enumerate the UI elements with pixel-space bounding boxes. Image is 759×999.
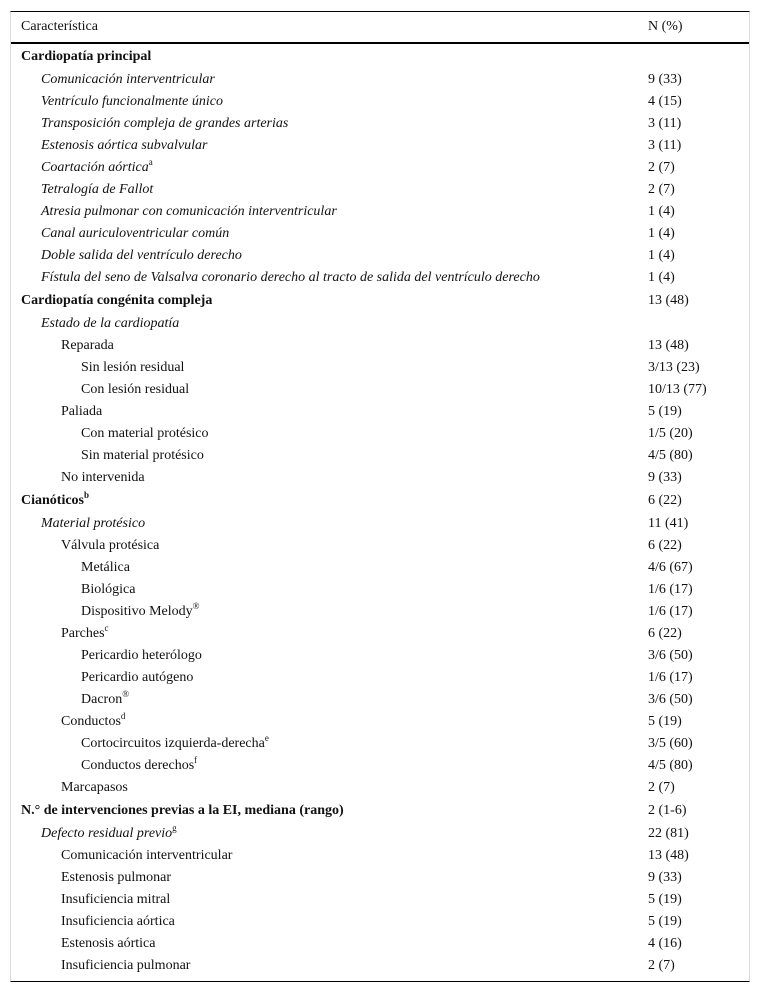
row-value: 6 (22) [648,626,682,641]
footnote-marker: e [264,733,269,743]
row-label-text: Dispositivo Melody [81,604,193,619]
row-value: 3/6 (50) [648,692,693,707]
table-row [11,623,749,645]
row-label-text: Válvula protésica [61,538,160,553]
row-value: 13 (48) [648,293,689,308]
row-value: 13 (48) [648,848,689,863]
row-label [21,49,151,65]
row-label [61,780,128,796]
header-characteristic: Característica [21,19,98,34]
table-row [11,867,749,889]
row-label [41,72,215,88]
table-row [11,535,749,557]
table-row [11,667,749,689]
table-row [11,379,749,401]
row-label-text: Marcapasos [61,780,128,795]
section-row [11,799,749,823]
table-row [11,335,749,357]
row-label [61,470,145,486]
table-row [11,135,749,157]
row-label-text: Estado de la cardiopatía [41,316,180,331]
footnote-marker: g [172,823,177,833]
table-row [11,689,749,711]
row-label-text: Paliada [61,404,103,419]
row-label-text: Pericardio heterólogo [81,648,202,663]
row-label-text: Conductos derechos [81,758,195,773]
row-label-text: Defecto residual previo [41,826,173,841]
row-label-text: Ventrículo funcionalmente único [41,94,223,109]
table-row [11,889,749,911]
row-label-text: Insuficiencia mitral [61,892,171,907]
row-value: 2 (7) [648,958,675,973]
row-label-text: Sin lesión residual [81,360,185,375]
row-label [61,914,175,930]
row-label [81,448,204,464]
table-row [11,445,749,467]
row-label [21,293,212,309]
row-value: 1/6 (17) [648,604,693,619]
table-row [11,955,749,977]
row-label-text: Estenosis aórtica [61,936,156,951]
row-label [81,360,184,376]
row-label [41,270,540,286]
row-value: 6 (22) [648,493,682,508]
table-row [11,733,749,755]
table-row [11,313,749,335]
table-row [11,267,749,289]
footnote-marker: d [120,711,126,721]
row-label [61,958,190,974]
table-row [11,579,749,601]
row-value: 9 (33) [648,470,682,485]
row-value: 5 (19) [648,714,682,729]
row-label [81,582,135,598]
row-label [41,157,153,176]
table-row [11,933,749,955]
row-label-text: Metálica [81,560,130,575]
table-row [11,357,749,379]
row-label-text: Insuficiencia aórtica [61,914,175,929]
row-label-text: Cardiopatía principal [21,49,152,64]
row-value: 3 (11) [648,116,682,131]
row-label [41,516,145,532]
row-label-text: No intervenida [61,470,145,485]
header-n-pct: N (%) [648,19,683,34]
row-label [81,601,200,620]
row-value: 13 (48) [648,338,689,353]
row-label-text: Cianóticos [21,493,84,508]
row-label-text: Cardiopatía congénita compleja [21,293,213,308]
table-row [11,467,749,489]
row-value: 1 (4) [648,248,675,263]
row-value: 4/5 (80) [648,758,693,773]
row-label [61,711,126,730]
row-label-text: Biológica [81,582,136,597]
row-value: 3/5 (60) [648,736,693,751]
row-label-text: Parches [61,626,105,641]
footnote-marker: ® [122,689,130,699]
footnote-marker: ® [192,601,200,611]
row-label-text: Coartación aórtica [41,160,149,175]
row-label-text: Con lesión residual [81,382,190,397]
row-value: 4 (16) [648,936,682,951]
row-value: 22 (81) [648,826,689,841]
row-value: 4 (15) [648,94,682,109]
row-label [81,755,198,774]
row-value: 5 (19) [648,404,682,419]
row-label [21,490,90,509]
row-label [81,670,193,686]
row-value: 1 (4) [648,226,675,241]
section-row [11,489,749,513]
row-value: 4/5 (80) [648,448,693,463]
row-value: 1/6 (17) [648,582,693,597]
footnote-marker: c [104,623,109,633]
table-row [11,223,749,245]
row-label-text: Estenosis aórtica subvalvular [41,138,208,153]
table-row [11,557,749,579]
row-label-text: Atresia pulmonar con comunicación interventricular [41,204,337,219]
row-label [81,689,130,708]
table-row [11,823,749,845]
row-label-text: Sin material protésico [81,448,204,463]
row-label [21,803,344,819]
footnote-marker: f [194,755,198,765]
row-label [41,94,223,110]
row-label-text: Transposición compleja de grandes arterias [41,116,289,131]
row-label [41,182,153,198]
row-value: 3/6 (50) [648,648,693,663]
table-row [11,245,749,267]
row-value: 6 (22) [648,538,682,553]
table-row [11,69,749,91]
row-label-text: N.° de intervenciones previas a la EI, mediana (rango) [21,803,344,818]
table-row [11,423,749,445]
row-label-text: Comunicación interventricular [61,848,233,863]
table-row [11,401,749,423]
row-label [61,892,170,908]
row-label [41,226,229,242]
table-row [11,755,749,777]
row-label-text: Estenosis pulmonar [61,870,172,885]
row-label [61,870,171,886]
footnote-marker: a [148,157,153,167]
row-value: 2 (7) [648,182,675,197]
row-label [41,138,207,154]
row-label [41,248,242,264]
table-row [11,711,749,733]
row-value: 9 (33) [648,72,682,87]
row-label-text: Cortocircuitos izquierda-derecha [81,736,265,751]
row-value: 2 (7) [648,160,675,175]
row-value: 5 (19) [648,892,682,907]
row-value: 1 (4) [648,270,675,285]
row-value: 2 (7) [648,780,675,795]
footnote-marker: b [84,490,90,500]
table-row [11,113,749,135]
row-label [81,560,130,576]
table-row [11,777,749,799]
row-label [61,936,155,952]
row-label [41,204,337,220]
table-header [11,12,749,44]
row-label [61,404,102,420]
table-row [11,91,749,113]
row-value: 10/13 (77) [648,382,707,397]
row-value: 5 (19) [648,914,682,929]
row-value: 9 (33) [648,870,682,885]
table-row [11,201,749,223]
row-value: 1/6 (17) [648,670,693,685]
row-label [61,848,232,864]
row-label-text: Tetralogía de Fallot [41,182,154,197]
row-label-text: Dacron [81,692,123,707]
row-value: 3 (11) [648,138,682,153]
row-label-text: Material protésico [41,516,146,531]
section-row [11,289,749,313]
row-value: 4/6 (67) [648,560,693,575]
row-label [81,382,189,398]
row-label-text: Reparada [61,338,114,353]
table-row [11,845,749,867]
row-label-text: Comunicación interventricular [41,72,215,87]
row-label-text: Doble salida del ventrículo derecho [41,248,242,263]
table-row [11,157,749,179]
row-label [61,623,109,642]
row-value: 1/5 (20) [648,426,693,441]
table-row [11,513,749,535]
row-label [41,823,177,842]
row-label [41,116,288,132]
row-label-text: Con material protésico [81,426,209,441]
table-body [11,44,749,981]
row-label [81,733,269,752]
table-row [11,179,749,201]
row-label-text: Fístula del seno de Valsalva coronario derecho al tracto de salida del ventrículo derecho [41,270,540,285]
row-label-text: Insuficiencia pulmonar [61,958,191,973]
table-row [11,911,749,933]
row-label-text: Pericardio autógeno [81,670,194,685]
table-row [11,601,749,623]
row-label [61,338,114,354]
row-label [61,538,159,554]
row-label [41,316,179,332]
row-label [81,426,209,442]
row-label-text: Canal auriculoventricular común [41,226,230,241]
table-row [11,645,749,667]
section-row [11,45,749,69]
row-value: 1 (4) [648,204,675,219]
row-value: 11 (41) [648,516,689,531]
row-label [81,648,202,664]
row-label-text: Conductos [61,714,121,729]
row-value: 3/13 (23) [648,360,700,375]
characteristics-table [10,11,750,982]
row-value: 2 (1-6) [648,803,687,818]
